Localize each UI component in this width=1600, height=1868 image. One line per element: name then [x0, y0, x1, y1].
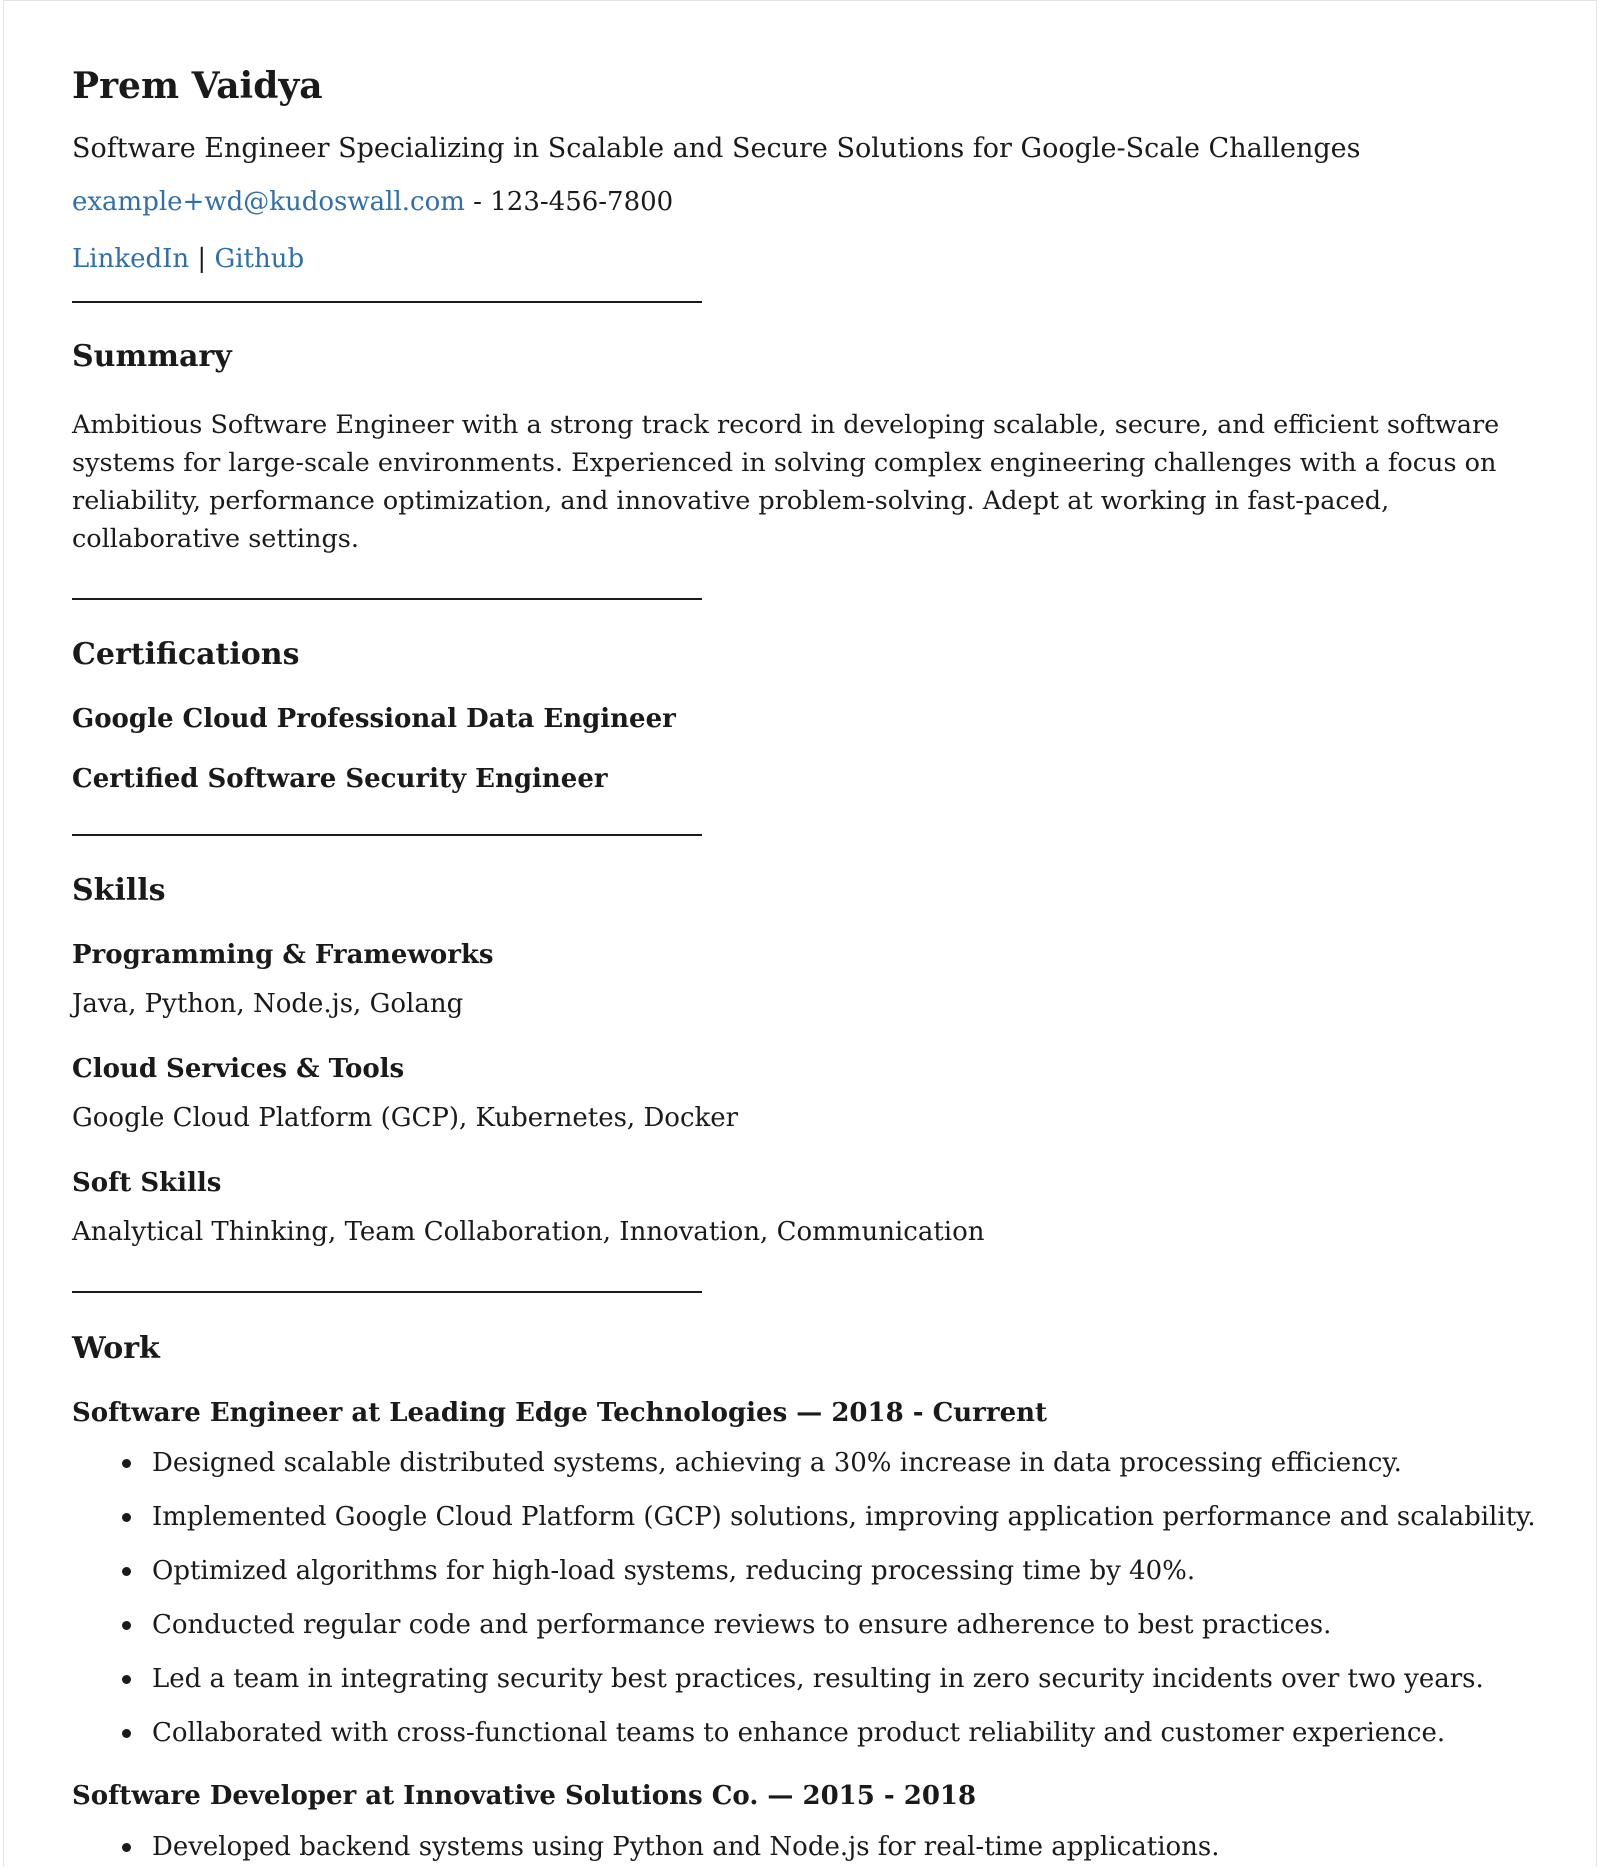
- section-divider: [72, 598, 702, 600]
- skill-group-items: Google Cloud Platform (GCP), Kubernetes, Docker: [72, 1103, 739, 1133]
- candidate-tagline: Software Engineer Specializing in Scalable and Secure Solutions for Google-Scale Challenges: [72, 133, 1361, 164]
- job-bullets: [72, 1830, 1552, 1868]
- skill-group-name: Programming & Frameworks: [72, 940, 494, 970]
- summary-title: Summary: [72, 339, 232, 374]
- job-bullet: Designed scalable distributed systems, achieving a 30% increase in data processing efficiency.: [152, 1446, 1552, 1500]
- job-bullets: [72, 1446, 1552, 1770]
- linkedin-link[interactable]: LinkedIn: [72, 244, 190, 274]
- section-divider: [72, 301, 702, 303]
- candidate-name: Prem Vaidya: [72, 65, 323, 107]
- section-divider: [72, 834, 702, 836]
- job-bullet: Optimized algorithms for high-load systems, reducing processing time by 40%.: [152, 1554, 1552, 1608]
- work-title: Work: [72, 1331, 160, 1366]
- contact-separator: -: [464, 187, 491, 217]
- certifications-title: Certifications: [72, 637, 300, 672]
- job-bullet: Implemented Google Cloud Platform (GCP) solutions, improving application performance and scalability.: [152, 1500, 1552, 1554]
- profile-links: [72, 244, 304, 274]
- certification-item: Google Cloud Professional Data Engineer: [72, 704, 676, 734]
- link-separator: |: [189, 244, 215, 274]
- job-bullet: Led a team in integrating security best practices, resulting in zero security incidents over two years.: [152, 1662, 1552, 1716]
- github-link[interactable]: Github: [214, 244, 305, 274]
- job-bullet: Developed backend systems using Python and Node.js for real-time applications.: [152, 1830, 1552, 1868]
- section-divider: [72, 1291, 702, 1293]
- skill-group-name: Soft Skills: [72, 1168, 222, 1198]
- summary-text: Ambitious Software Engineer with a strong track record in developing scalable, secure, and efficient software systems for large-scale environments. Experienced in solving complex engineering challenges with a focus on reliability, performance optimization, and innovative problem-solving. Adept at working in fast-paced, collaborative settings.: [72, 410, 1500, 554]
- contact-line: [72, 187, 673, 217]
- job-bullet: Conducted regular code and performance reviews to ensure adherence to best practices.: [152, 1608, 1552, 1662]
- phone-number: 123-456-7800: [490, 187, 674, 217]
- email-link[interactable]: example+wd@kudoswall.com: [72, 187, 465, 217]
- skill-group-name: Cloud Services & Tools: [72, 1054, 405, 1084]
- resume-page: [3, 0, 1597, 1866]
- job-bullet: Collaborated with cross-functional teams to enhance product reliability and customer experience.: [152, 1716, 1552, 1770]
- job-heading: Software Engineer at Leading Edge Technologies — 2018 - Current: [72, 1398, 1048, 1428]
- job-heading: Software Developer at Innovative Solutions Co. — 2015 - 2018: [72, 1781, 977, 1811]
- certification-item: Certified Software Security Engineer: [72, 764, 608, 794]
- skill-group-items: Analytical Thinking, Team Collaboration, Innovation, Communication: [72, 1217, 985, 1247]
- skills-title: Skills: [72, 873, 166, 908]
- skill-group-items: Java, Python, Node.js, Golang: [72, 989, 464, 1019]
